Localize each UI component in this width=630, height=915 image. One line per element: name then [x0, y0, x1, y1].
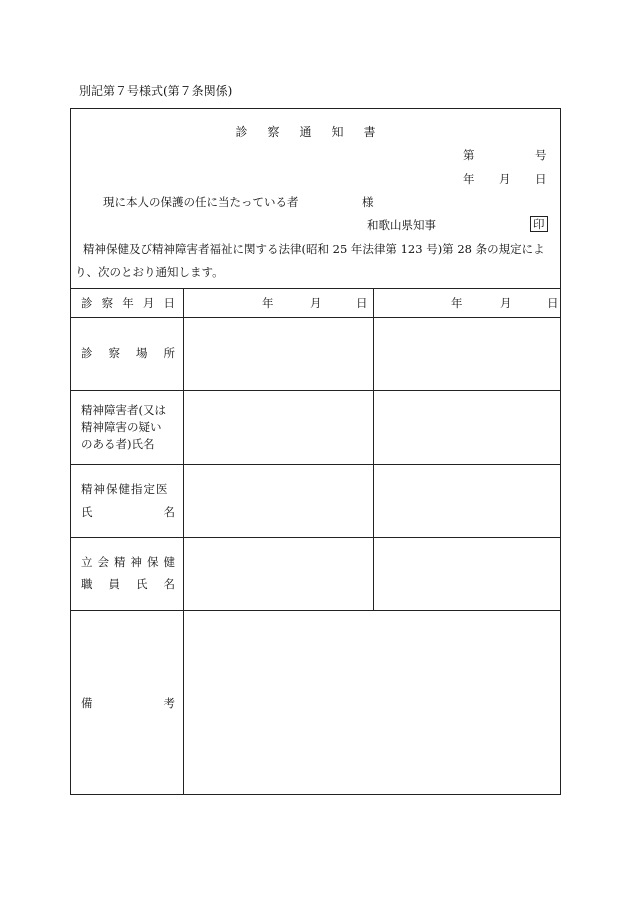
- label-witness-line-2: 職 員 氏 名: [81, 577, 175, 591]
- form-caption: 別記第７号様式(第７条関係): [79, 84, 233, 98]
- exam-date-1-day: 日: [356, 296, 368, 310]
- table-top-border: [71, 288, 560, 289]
- exam-date-2-year: 年: [451, 296, 463, 310]
- label-remarks: 備 考: [81, 696, 175, 710]
- row-divider-5: [71, 610, 560, 611]
- number-prefix: 第: [463, 148, 475, 162]
- label-doctor-line-2: 氏 名: [81, 505, 175, 519]
- exam-date-1-year: 年: [262, 296, 274, 310]
- notice-form: [70, 108, 561, 795]
- exam-date-2-month: 月: [500, 296, 512, 310]
- label-witness-line-1: 立 会 精 神 保 健: [81, 555, 175, 569]
- issue-date-day: 日: [535, 172, 547, 186]
- number-suffix: 号: [535, 148, 547, 162]
- issue-date-year: 年: [463, 172, 475, 186]
- issuer: 和歌山県知事: [367, 218, 436, 232]
- honorific: 様: [362, 195, 374, 209]
- seal-mark: 印: [530, 216, 548, 232]
- exam-date-2-day: 日: [547, 296, 559, 310]
- label-doctor-line-1: 精神保健指定医: [81, 482, 169, 496]
- row-divider-2: [71, 390, 560, 391]
- label-patient-name: 精神障害者(又は 精神障害の疑い のある者)氏名: [81, 403, 166, 451]
- body-text-line-1: 精神保健及び精神障害者福祉に関する法律(昭和 25 年法律第 123 号)第 28 条の規定によ: [83, 242, 545, 256]
- issue-date-month: 月: [499, 172, 511, 186]
- row-divider-4: [71, 537, 560, 538]
- row-divider-3: [71, 464, 560, 465]
- row-divider-1: [71, 317, 560, 318]
- label-exam-date: 診 察 年 月 日: [81, 296, 175, 310]
- addressee: 現に本人の保護の任に当たっている者: [103, 195, 299, 209]
- label-exam-place: 診 察 場 所: [81, 346, 175, 360]
- exam-date-1-month: 月: [310, 296, 322, 310]
- label-column-divider: [183, 288, 184, 794]
- entry-column-divider: [373, 288, 374, 610]
- body-text-line-2: り、次のとおり通知します。: [75, 265, 224, 279]
- form-title: 診察通知書: [235, 125, 396, 139]
